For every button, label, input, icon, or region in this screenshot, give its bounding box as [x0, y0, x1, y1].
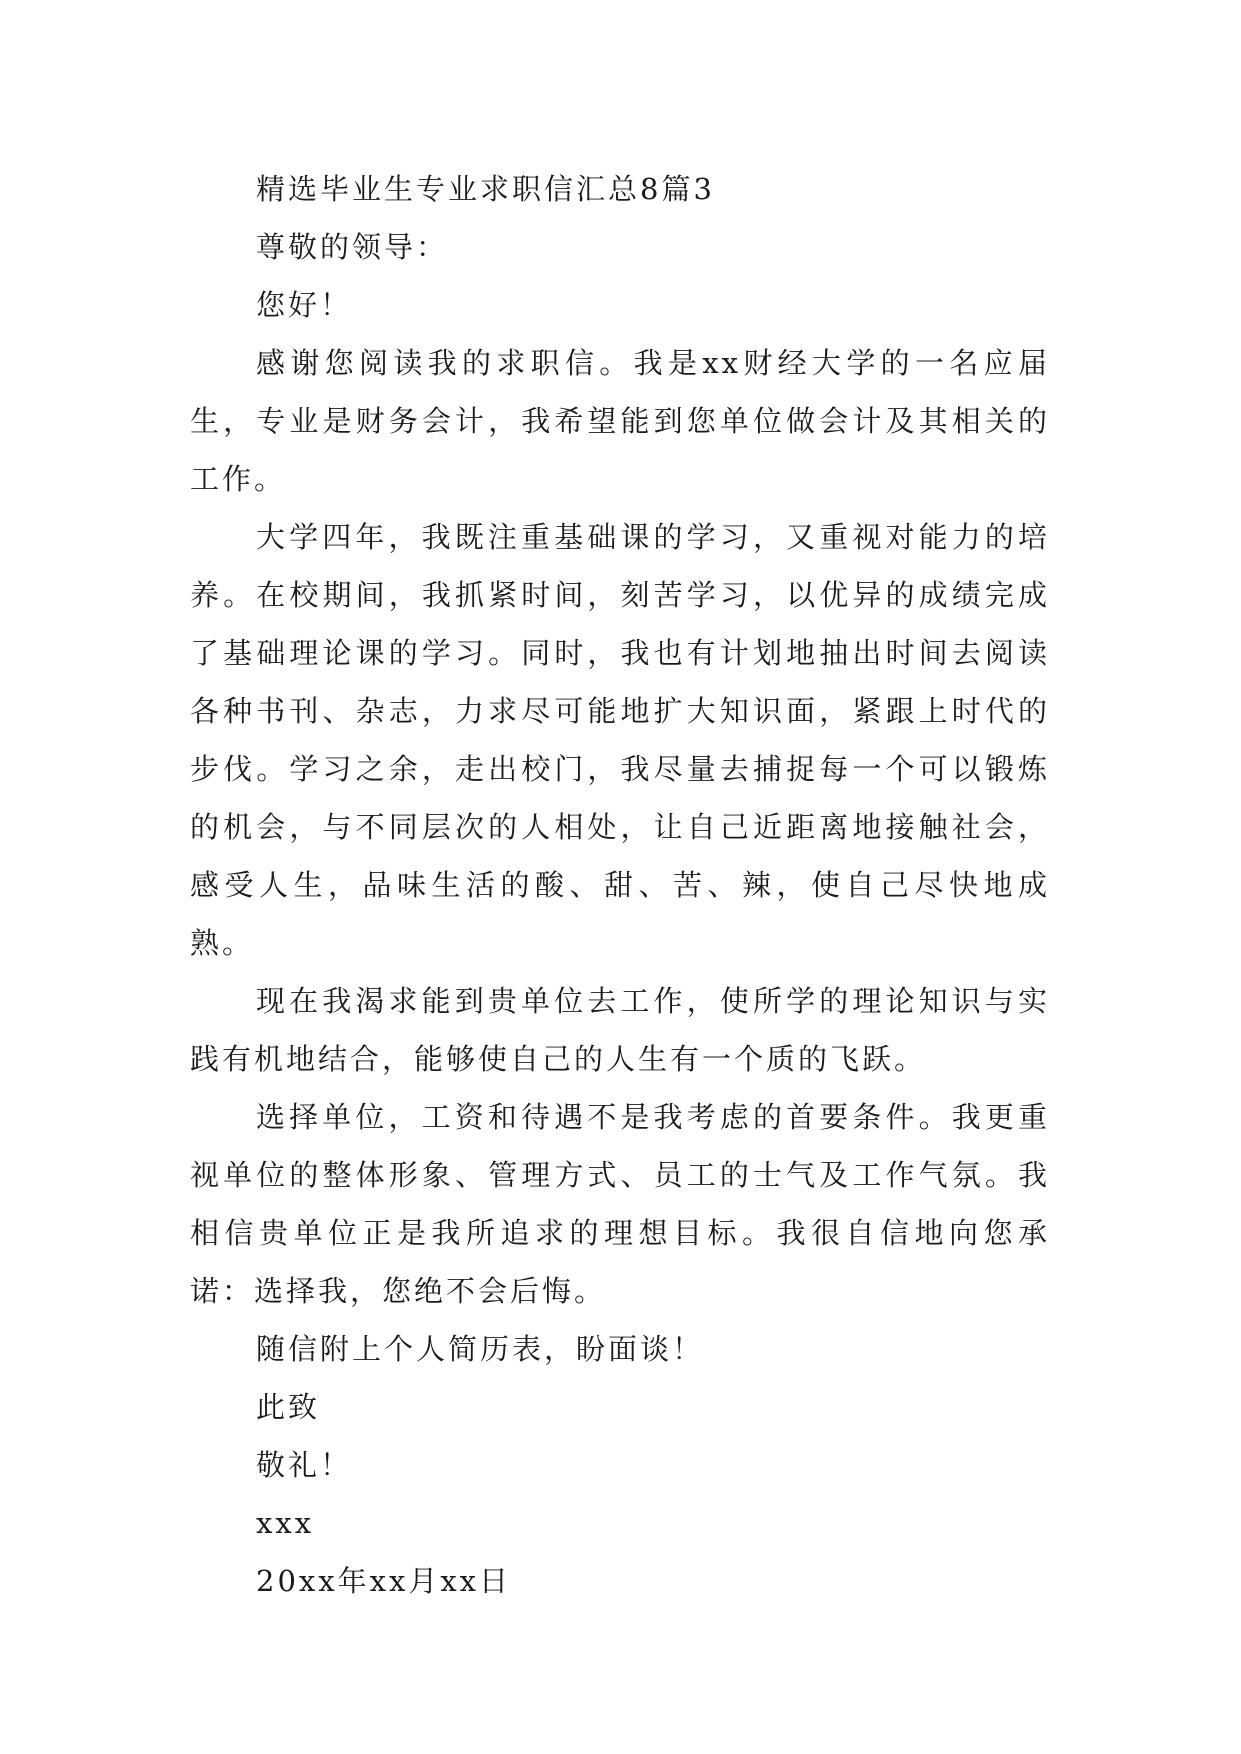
closing-line-2: 敬礼！	[256, 1448, 353, 1482]
document-title: 精选毕业生专业求职信汇总8篇3	[256, 172, 715, 206]
letter-page	[190, 160, 1050, 1610]
attachment-note: 随信附上个人简历表，盼面谈！	[256, 1332, 705, 1366]
body-paragraph-4: 选择单位，工资和待遇不是我考虑的首要条件。我更重视单位的整体形象、管理方式、员工的士气及工作气氛。我相信贵单位正是我所追求的理想目标。我很自信地向您承诺：选择我，您绝不会后悔。	[190, 1100, 1050, 1308]
body-paragraph-2: 大学四年，我既注重基础课的学习，又重视对能力的培养。在校期间，我抓紧时间，刻苦学习，以优异的成绩完成了基础理论课的学习。同时，我也有计划地抽出时间去阅读各种书刊、杂志，力求尽可能地扩大知识面，紧跟上时代的步伐。学习之余，走出校门，我尽量去捕捉每一个可以锻炼的机会，与不同层次的人相处，让自己近距离地接触社会，感受人生，品味生活的酸、甜、苦、辣，使自己尽快地成熟。	[190, 520, 1050, 960]
body-paragraph-3: 现在我渴求能到贵单位去工作，使所学的理论知识与实践有机地结合，能够使自己的人生有一个质的飞跃。	[190, 984, 1050, 1076]
closing-line-1: 此致	[256, 1390, 321, 1424]
salutation: 尊敬的领导：	[256, 230, 449, 264]
date: 20xx年xx月xx日	[256, 1564, 512, 1598]
body-paragraph-1: 感谢您阅读我的求职信。我是xx财经大学的一名应届生，专业是财务会计，我希望能到您单位做会计及其相关的工作。	[190, 346, 1050, 496]
greeting: 您好！	[256, 288, 353, 322]
signature: xxx	[256, 1506, 315, 1540]
